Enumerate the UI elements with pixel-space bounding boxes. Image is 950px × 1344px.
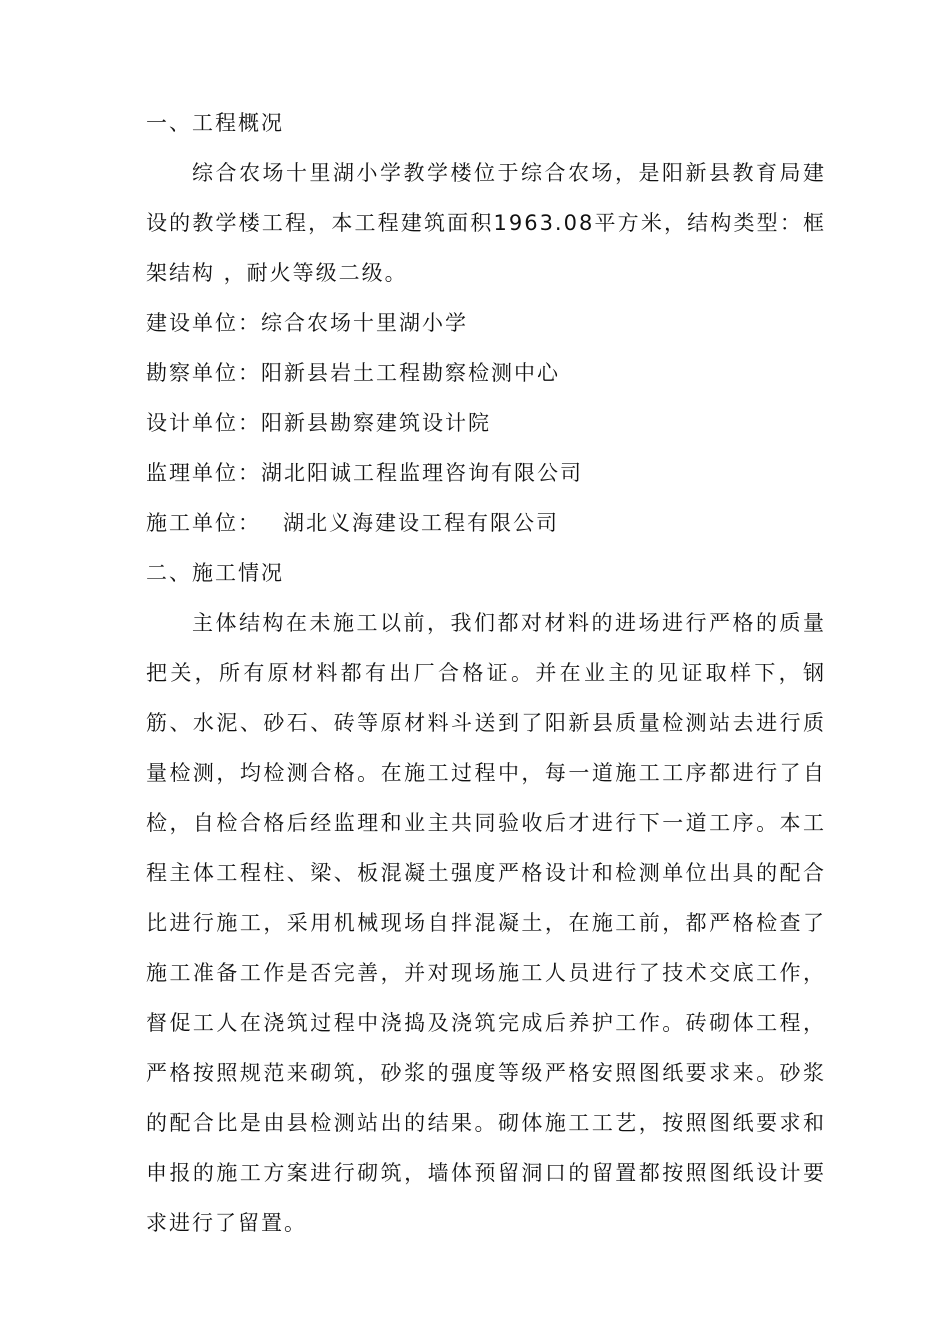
contractor-unit-row [146, 498, 826, 548]
contractor-unit-value: 湖北义海建设工程有限公司 [283, 511, 559, 535]
section-2-paragraph: 主体结构在未施工以前，我们都对材料的进场进行严格的质量把关，所有原材料都有出厂合格证。并在业主的见证取样下，钢筋、水泥、砂石、砖等原材料斗送到了阳新县质量检测站去进行质量检测，均检测合格。在施工过程中，每一道施工工序都进行了自检，自检合格后经监理和业主共同验收后才进行下一道工序。本工程主体工程柱、梁、板混凝土强度严格设计和检测单位出具的配合比进行施工，采用机械现场自拌混凝土，在施工前，都严格检查了施工准备工作是否完善，并对现场施工人员进行了技术交底工作，督促工人在浇筑过程中浇捣及浇筑完成后养护工作。砖砌体工程，严格按照规范来砌筑，砂浆的强度等级严格安照图纸要求来。砂浆的配合比是由县检测站出的结果。砌体施工工艺，按照图纸要求和申报的施工方案进行砌筑，墙体预留洞口的留置都按照图纸设计要求进行了留置。 [146, 611, 826, 1235]
section-1-paragraph: 综合农场十里湖小学教学楼位于综合农场，是阳新县教育局建设的教学楼工程，本工程建筑面积1963.08平方米，结构类型：框架结构 ，耐火等级二级。 [146, 161, 826, 285]
design-unit-label: 设计单位： [146, 411, 261, 435]
section-2-heading: 二、施工情况 [146, 561, 284, 585]
construction-unit-value: 综合农场十里湖小学 [261, 311, 468, 335]
supervision-unit-label: 监理单位： [146, 461, 261, 485]
supervision-unit-value: 湖北阳诚工程监理咨询有限公司 [261, 461, 583, 485]
contractor-unit-label: 施工单位： [146, 511, 261, 535]
survey-unit-label: 勘察单位： [146, 361, 261, 385]
survey-unit-row [146, 348, 826, 398]
design-unit-value: 阳新县勘察建筑设计院 [261, 411, 491, 435]
design-unit-row [146, 398, 826, 448]
section-1-heading: 一、工程概况 [146, 111, 284, 135]
construction-unit-label: 建设单位： [146, 311, 261, 335]
document-body [146, 98, 826, 1248]
survey-unit-value: 阳新县岩土工程勘察检测中心 [261, 361, 560, 385]
supervision-unit-row [146, 448, 826, 498]
construction-unit-row [146, 298, 826, 348]
